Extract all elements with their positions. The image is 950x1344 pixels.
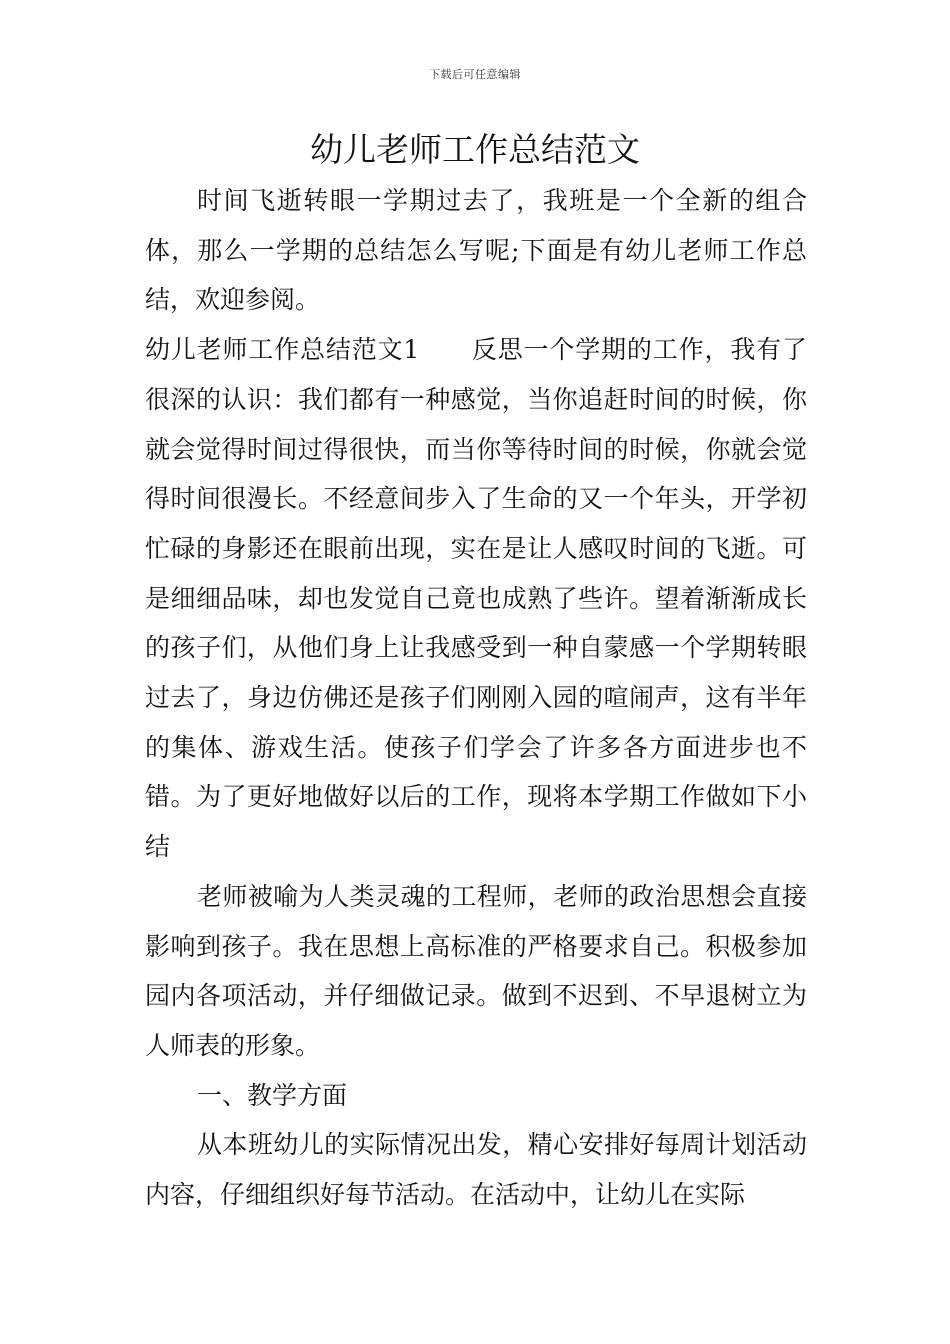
teaching-paragraph: 从本班幼儿的实际情况出发，精心安排好每周计划活动内容，仔细组织好每节活动。在活动中，让幼儿在实际 (145, 1130, 807, 1210)
document-title: 幼儿老师工作总结范文 (310, 130, 640, 169)
ethics-paragraph: 老师被喻为人类灵魂的工程师，老师的政治思想会直接影响到孩子。我在思想上高标准的严格要求自己。积极参加园内各项活动，并仔细做记录。做到不迟到、不早退树立为人师表的形象。 (145, 881, 807, 1060)
document-body (145, 176, 807, 1220)
section-1-paragraph: 幼儿老师工作总结范文1 反思一个学期的工作，我有了很深的认识：我们都有一种感觉，当你追赶时间的时候，你就会觉得时间过得很快，而当你等待时间的时候，你就会觉得时间很漫长。不经意间步入了生命的又一个年头，开学初忙碌的身影还在眼前出现，实在是让人感叹时间的飞逝。可是细细品味，却也发觉自己竟也成熟了些许。望着渐渐成长的孩子们，从他们身上让我感受到一种自蒙感一个学期转眼过去了，身边仿佛还是孩子们刚刚入园的喧闹声，这有半年的集体、游戏生活。使孩子们学会了许多各方面进步也不错。为了更好地做好以后的工作，现将本学期工作做如下小结 (145, 335, 807, 862)
header-note: 下载后可任意编辑 (429, 68, 521, 81)
teaching-heading: 一、教学方面 (197, 1080, 348, 1110)
intro-paragraph: 时间飞逝转眼一学期过去了，我班是一个全新的组合体，那么一学期的总结怎么写呢;下面是有幼儿老师工作总结，欢迎参阅。 (145, 186, 807, 315)
